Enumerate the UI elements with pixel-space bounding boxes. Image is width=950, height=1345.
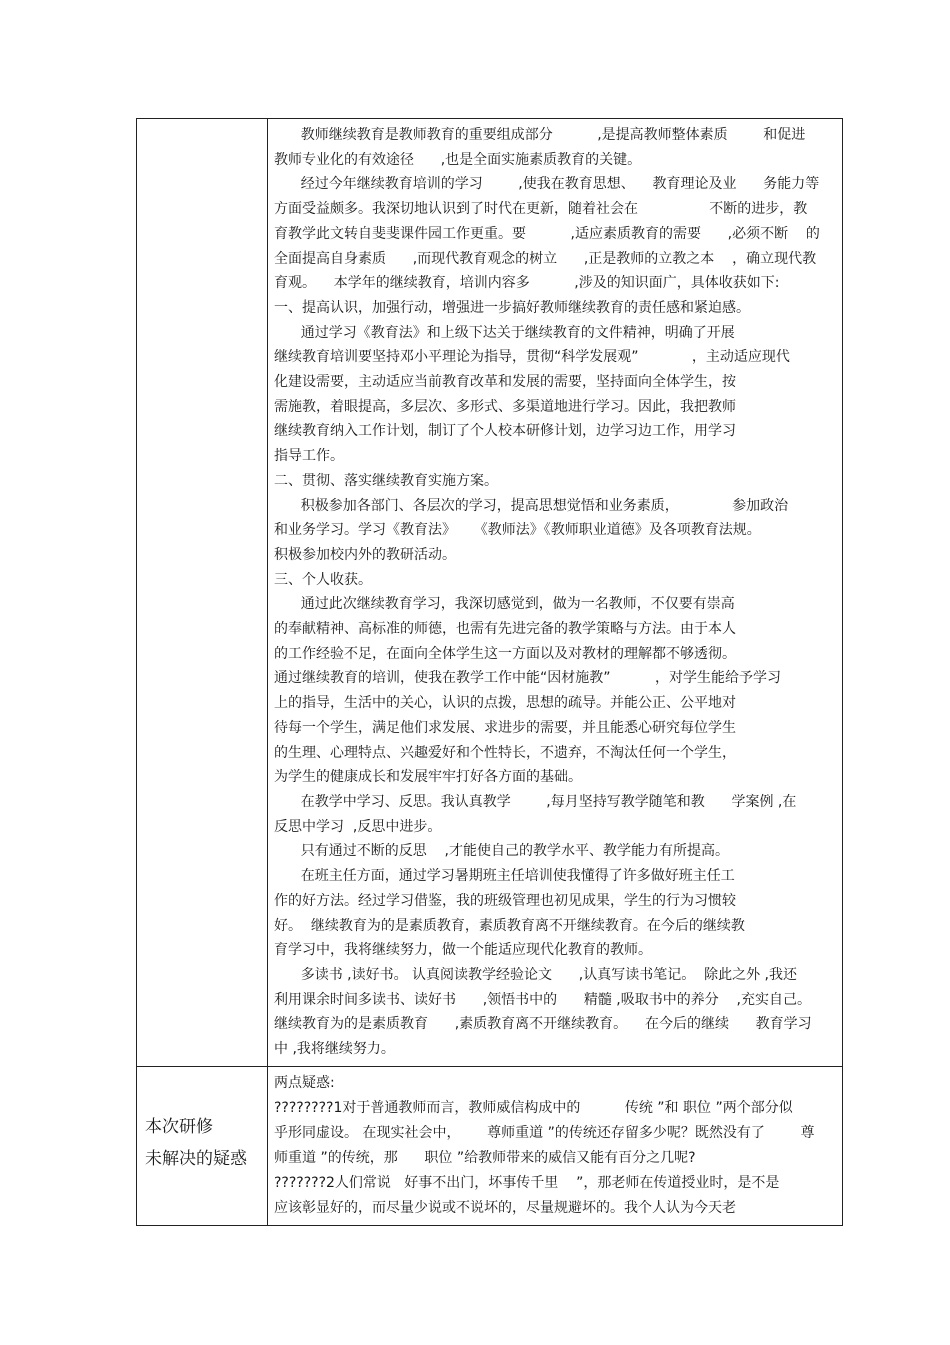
reflection-row	[137, 119, 843, 1067]
paragraph-line: 和业务学习。学习《教育法》 《教师法》《教师职业道德》及各项教育法规。	[274, 522, 761, 539]
paragraph-line: 只有通过不断的反思 ,才能使自己的教学水平、教学能力有所提高。	[274, 843, 729, 860]
paragraph-line: 通过学习《教育法》和上级下达关于继续教育的文件精神，明确了开展	[274, 324, 735, 341]
paragraph-line: 反思中学习 ,反思中进步。	[274, 818, 442, 835]
paragraph-line: 为学生的健康成长和发展牢牢打好各方面的基础。	[274, 769, 582, 786]
paragraph-line: 通过继续教育的培训，使我在教学工作中能“因材施教” ，对学生能给予学习	[274, 670, 782, 687]
paragraph-line: 积极参加各部门、各层次的学习，提高思想觉悟和业务素质， 参加政治	[274, 497, 789, 514]
doubts-label-cell	[137, 1066, 268, 1225]
paragraph-line: 需施教，着眼提高，多层次、多形式、多渠道地进行学习。因此，我把教师	[274, 398, 736, 415]
doubts-content-cell	[268, 1066, 843, 1225]
paragraph-line: 继续教育培训要坚持邓小平理论为指导，贯彻“科学发展观” ，主动适应现代	[274, 349, 790, 366]
doubts-text-block	[274, 1071, 838, 1221]
doubt-line: ???????2人们常说 好事不出门，坏事传千里 ”，那老师在传道授业时，是不是	[274, 1174, 780, 1191]
paragraph-line: 育教学此文转自斐斐课件园工作更重。要 ,适应素质教育的需要 ,必须不断 的	[274, 225, 820, 242]
doubt-line: 乎形同虚设。 在现实社会中， 尊师重道 ”的传统还存留多少呢？既然没有了 尊	[274, 1124, 815, 1141]
paragraph-line: 的工作经验不足，在面向全体学生这一方面以及对教材的理解都不够透彻。	[274, 645, 736, 662]
report-table	[136, 118, 843, 1226]
doubt-line: ????????1对于普通教师而言，教师威信构成中的 传统 ”和 职位 ”两个部分似	[274, 1099, 793, 1116]
paragraph-line: 教师继续教育是教师教育的重要组成部分 ,是提高教师整体素质 和促进	[274, 127, 806, 143]
doubts-label	[137, 1067, 267, 1175]
paragraph-line: 育学习中，我将继续努力，做一个能适应现代化教育的教师。	[274, 942, 652, 959]
paragraph-line: 育观。 本学年的继续教育，培训内容多 ,涉及的知识面广，具体收获如下:	[274, 275, 780, 292]
paragraph-line: 二、贯彻、落实继续教育实施方案。	[274, 472, 498, 489]
paragraph-line: 在教学中学习、反思。我认真教学 ,每月坚持写教学随笔和教 学案例 ,在	[274, 793, 797, 810]
paragraph-line: 继续教育为的是素质教育 ,素质教育离不开继续教育。 在今后的继续 教育学习	[274, 1016, 812, 1033]
doubts-row	[137, 1066, 843, 1225]
paragraph-line: 方面受益颇多。我深切地认识到了时代在更新，随着社会在 不断的进步，教	[274, 201, 808, 218]
paragraph-line: 积极参加校内外的教研活动。	[274, 546, 456, 563]
doubts-label-line-1: 本次研修	[145, 1116, 213, 1137]
paragraph-line: 好。 继续教育为的是素质教育，素质教育离不开继续教育。在今后的继续教	[274, 917, 745, 934]
reflection-text-block	[274, 123, 838, 1062]
paragraph-line: 待每一个学生，满足他们求发展、求进步的需要，并且能悉心研究每位学生	[274, 719, 736, 736]
paragraph-line: 化建设需要，主动适应当前教育改革和发展的需要，坚持面向全体学生，按	[274, 374, 736, 391]
paragraph-line: 中 ,我将继续努力。	[274, 1041, 395, 1058]
doubt-line: 师重道 ”的传统，那 职位 ”给教师带来的威信又能有百分之几呢?	[274, 1149, 696, 1166]
paragraph-line: 全面提高自身素质 ,而现代教育观念的树立 ,正是教师的立教之本 ，确立现代教	[274, 250, 817, 267]
paragraph-line: 在班主任方面，通过学习暑期班主任培训使我懂得了许多做好班主任工	[274, 868, 735, 885]
doubts-label-line-2: 未解决的疑惑	[145, 1148, 247, 1169]
paragraph-line: 教师专业化的有效途径 ,也是全面实施素质教育的关键。	[274, 151, 642, 168]
paragraph-line: 通过此次继续教育学习，我深切感觉到，做为一名教师，不仅要有崇高	[274, 596, 735, 613]
doubt-line: 应该彰显好的，而尽量少说或不说坏的，尽量规避坏的。我个人认为今天老	[274, 1199, 736, 1216]
paragraph-line: 上的指导，生活中的关心，认识的点拨，思想的疏导。并能公正、公平地对	[274, 695, 736, 712]
paragraph-line: 的生理、心理特点、兴趣爱好和个性特长，不遗弃，不淘汰任何一个学生，	[274, 744, 736, 761]
paragraph-line: 继续教育纳入工作计划，制订了个人校本研修计划，边学习边工作，用学习	[274, 423, 736, 440]
paragraph-line: 作的好方法。经过学习借鉴，我的班级管理也初见成果，学生的行为习惯较	[274, 892, 736, 909]
paragraph-line: 的奉献精神、高标准的师德，也需有先进完备的教学策略与方法。由于本人	[274, 621, 736, 638]
doubt-line: 两点疑惑:	[274, 1074, 335, 1091]
reflection-content-cell	[268, 119, 843, 1067]
paragraph-line: 利用课余时间多读书、读好书 ,领悟书中的 精髓 ,吸取书中的养分 ,充实自己。	[274, 991, 812, 1008]
reflection-label-cell	[137, 119, 268, 1067]
paragraph-line: 一、提高认识，加强行动，增强进一步搞好教师继续教育的责任感和紧迫感。	[274, 299, 750, 316]
paragraph-line: 三、个人收获。	[274, 571, 372, 588]
paragraph-line: 多读书 ,读好书。 认真阅读教学经验论文 ,认真写读书笔记。 除此之外 ,我还	[274, 966, 798, 983]
paragraph-line: 经过今年继续教育培训的学习 ,使我在教育思想、 教育理论及业 务能力等	[274, 176, 820, 193]
paragraph-line: 指导工作。	[274, 448, 344, 465]
